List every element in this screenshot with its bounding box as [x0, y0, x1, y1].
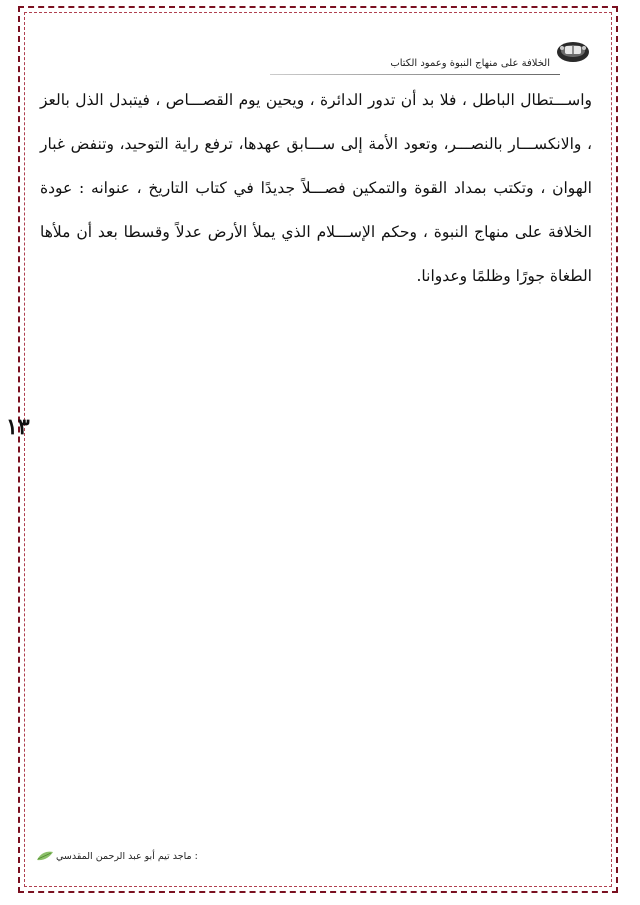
header-title: الخلافة على منهاج النبوة وعمود الكتاب: [390, 58, 550, 69]
body-paragraph: واســـتطال الباطل ، فلا بد أن تدور الدائرة ، ويحين يوم القصـــاص ، فيتبدل الذل بالعز ، والانكســـار بالنصـــر، وتعود الأمة إلى ســـابق عهدها، ترفع راية التوحيد، وتنفض غبار الهوان ، وتكتب بمداد القوة والتمكين فصـــلاً جديدًا في كتاب التاريخ ، عنوانه : عودة الخلافة على منهاج النبوة ، وحكم الإســـلام الذي يملأ الأرض عدلاً وقسطا بعد أن ملأها الطغاة جورًا وظلمًا وعدوانا.: [40, 91, 592, 285]
leaf-icon: [36, 850, 54, 862]
book-emblem-icon: [556, 36, 590, 64]
page-number: ١٣: [6, 414, 30, 440]
body-text: [40, 78, 592, 298]
footer-author: : ماجد تيم أبو عبد الرحمن المقدسي: [56, 850, 198, 862]
page-footer: [36, 850, 198, 862]
header-divider: [270, 74, 560, 75]
page-header: [260, 36, 590, 76]
